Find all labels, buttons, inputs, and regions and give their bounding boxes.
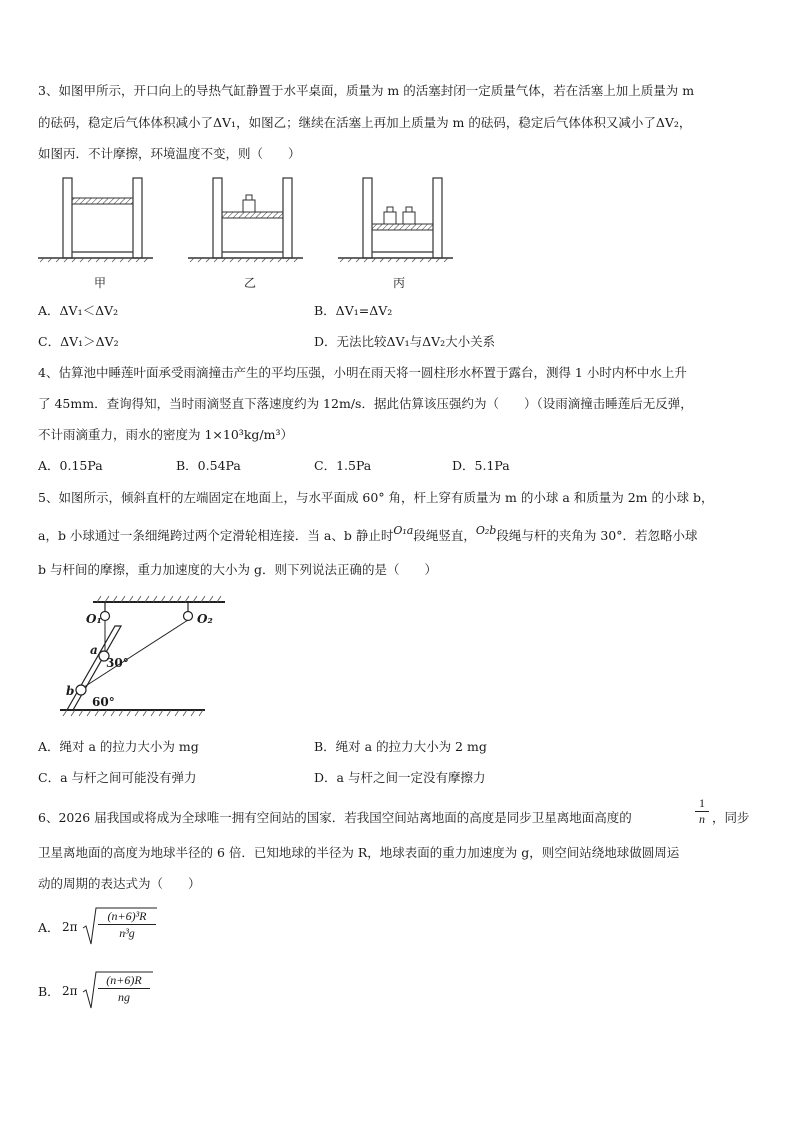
q5-line-2 (38, 524, 698, 545)
q4-line-2: 了 45mm．查询得知，当时雨滴竖直下落速度约为 12m/s．据此估算该压强约为（ ）（设雨滴撞击睡莲后无反弹， (38, 396, 693, 411)
q6-option-b-label: B． (38, 984, 60, 999)
fraction-numerator: 1 (695, 796, 709, 812)
q6-option-b-denominator: ng (118, 990, 130, 1004)
q4-option-a: A．0.15Pa (38, 458, 103, 473)
label-angle-30: 30° (106, 656, 129, 670)
q3-line-3: 如图丙．不计摩擦，环境温度不变，则（ ） (38, 146, 301, 161)
label-b: b (66, 684, 75, 698)
q4-line-1: 4、估算池中睡莲叶面承受雨滴撞击产生的平均压强，小明在雨天将一圆柱形水杯置于露台，测得 1 小时内杯中水上升 (38, 365, 687, 380)
q3-option-c: C．ΔV₁＞ΔV₂ (38, 334, 119, 349)
q5-line-2-part1: a，b 小球通过一条细绳跨过两个定滑轮相连接．当 a、b 静止时 (38, 528, 394, 543)
q6-option-a-numerator: (n+6)³R (98, 908, 156, 925)
q4-option-b: B．0.54Pa (176, 458, 241, 473)
q6-option-a-denominator: n³g (119, 926, 135, 940)
q3-option-b: B．ΔV₁=ΔV₂ (314, 303, 393, 318)
q3-line-1: 3、如图甲所示，开口向上的导热气缸静置于水平桌面，质量为 m 的活塞封闭一定质量气体，若在活塞上加上质量为 m (38, 83, 695, 98)
fig-label-jia: 甲 (94, 276, 107, 290)
q4-option-d: D．5.1Pa (452, 458, 510, 473)
fig-label-yi: 乙 (244, 276, 257, 290)
q6-option-a-fraction (98, 908, 156, 941)
label-angle-60: 60° (92, 695, 115, 709)
cylinder-figure-yi (188, 172, 303, 264)
q6-option-b-numerator: (n+6)R (98, 972, 150, 989)
segment-o2b: O₂b (475, 524, 497, 537)
q5-line-2-part3: 段绳与杆的夹角为 30°．若忽略小球 (496, 528, 698, 543)
q5-option-c: C．a 与杆之间可能没有弹力 (38, 770, 197, 785)
q3-option-d: D．无法比较ΔV₁与ΔV₂大小关系 (314, 334, 496, 349)
label-a: a (90, 643, 98, 657)
segment-o1a: O₁a (393, 524, 414, 537)
q3-line-2: 的砝码，稳定后气体体积减小了ΔV₁，如图乙；继续在活塞上再加上质量为 m 的砝码，稳定后气体体积又减小了ΔV₂， (38, 115, 692, 130)
q4-option-c: C．1.5Pa (314, 458, 372, 473)
q6-line-1-end: ，同步 (712, 810, 750, 825)
cylinder-figure-bing (338, 172, 453, 264)
q6-line-2: 卫星离地面的高度为地球半径的 6 倍．已知地球的半径为 R，地球表面的重力加速度为 g，则空间站绕地球做圆周运 (38, 845, 680, 860)
fraction-1-over-n (695, 796, 709, 827)
q5-option-b: B．绳对 a 的拉力大小为 2 mg (314, 739, 487, 754)
q6-line-1: 6、2026 届我国或将成为全球唯一拥有空间站的国家．若我国空间站离地面的高度是同步卫星离地面高度的 (38, 810, 632, 825)
fraction-denominator: n (699, 812, 705, 826)
q6-option-a-coef: 2π (62, 920, 78, 934)
q5-option-d: D．a 与杆之间一定没有摩擦力 (314, 770, 486, 785)
q6-option-a-label: A． (38, 920, 60, 935)
q5-line-2-part2: 段绳竖直， (413, 528, 476, 543)
fig-label-bing: 丙 (393, 276, 406, 290)
label-o2: O₂ (197, 612, 213, 626)
q5-line-1: 5、如图所示，倾斜直杆的左端固定在地面上，与水平面成 60° 角，杆上穿有质量为 m 的小球 a 和质量为 2m 的小球 b， (38, 490, 714, 505)
q5-option-a: A．绳对 a 的拉力大小为 mg (38, 739, 199, 754)
cylinder-figure-jia (38, 172, 153, 264)
q5-line-3: b 与杆间的摩擦，重力加速度的大小为 g．则下列说法正确的是（ ） (38, 562, 437, 577)
q3-option-a: A．ΔV₁＜ΔV₂ (38, 303, 119, 318)
q6-line-3: 动的周期的表达式为（ ） (38, 876, 201, 891)
q6-option-b-coef: 2π (62, 984, 78, 998)
q4-line-3: 不计雨滴重力，雨水的密度为 1×10³kg/m³） (38, 427, 293, 442)
label-o1: O₁ (86, 612, 102, 626)
q6-option-b-fraction (98, 972, 150, 1005)
